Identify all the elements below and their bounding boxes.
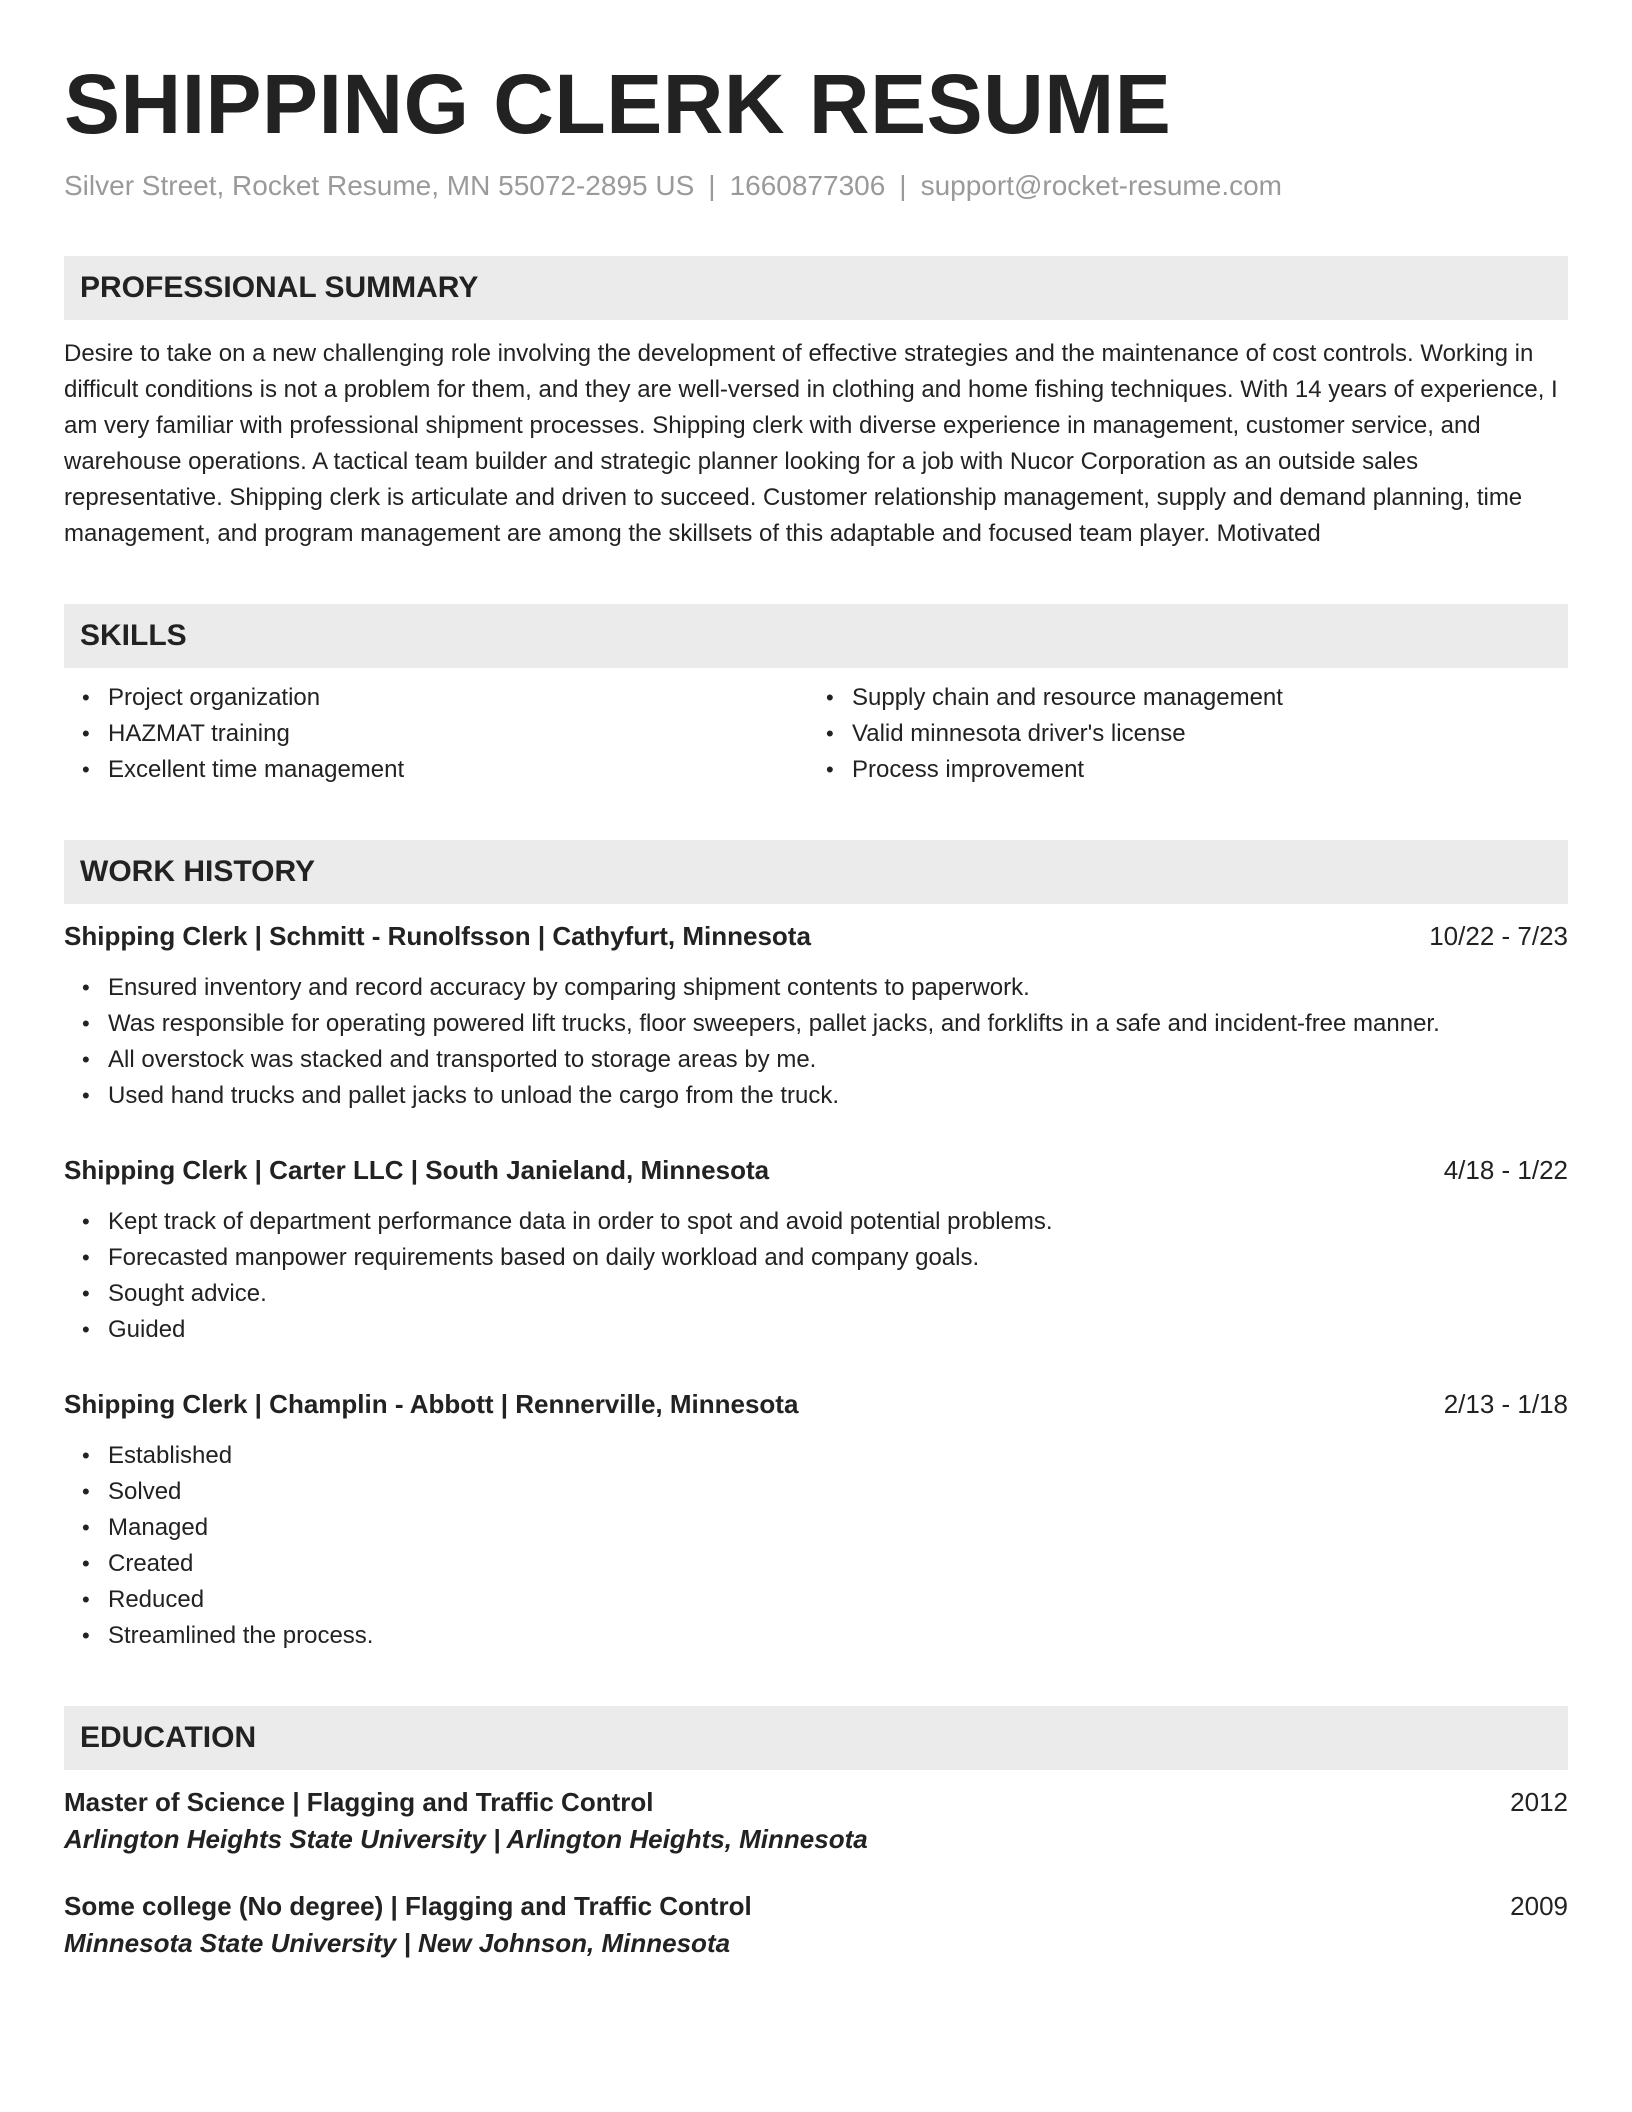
job-title: Shipping Clerk | Carter LLC | South Janieland, Minnesota [64,1155,770,1185]
skill-item: • HAZMAT training [108,716,816,752]
work-section-heading: WORK HISTORY [64,840,1568,904]
contact-email: support@rocket-resume.com [920,170,1283,201]
education-year: 2009 [1510,1891,1568,1921]
education-degree: Master of Science | Flagging and Traffic Control [64,1787,654,1817]
education-header [64,1784,1568,1820]
education-section-heading: EDUCATION [64,1706,1568,1770]
job-bullet: • Managed [108,1510,1568,1546]
job-bullet: • Ensured inventory and record accuracy by comparing shipment contents to paperwork. [108,970,1568,1006]
education-entry [64,1888,1568,1962]
skills-column-right [816,680,1568,788]
skill-item: • Process improvement [852,752,1568,788]
education-degree: Some college (No degree) | Flagging and Traffic Control [64,1891,752,1921]
job-bullet: • Reduced [108,1582,1568,1618]
resume-title: SHIPPING CLERK RESUME [64,57,1172,151]
summary-text: Desire to take on a new challenging role involving the development of effective strategies and the maintenance of cost controls. Working in difficult conditions is not a problem for them, and they are well-versed in clothing and home fishing techniques. With 14 years of experience, I am very familiar with professional shipment processes. Shipping clerk with diverse experience in management, customer service, and warehouse operations. A tactical team builder and strategic planner looking for a job with Nucor Corporation as an outside sales representative. Shipping clerk is articulate and driven to succeed. Customer relationship management, supply and demand planning, time management, and program management are among the skillsets of this adaptable and focused team player. Motivated [64,340,1558,547]
education-year: 2012 [1510,1787,1568,1817]
job-bullet: • Used hand trucks and pallet jacks to unload the cargo from the truck. [108,1078,1568,1114]
job-header [64,918,1568,954]
job-header [64,1152,1568,1188]
job-bullet: • Kept track of department performance data in order to spot and avoid potential problems. [108,1204,1568,1240]
job-bullet: • Was responsible for operating powered lift trucks, floor sweepers, pallet jacks, and forklifts in a safe and incident-free manner. [108,1006,1568,1042]
job-bullets [64,1204,1568,1348]
job-bullet: • Streamlined the process. [108,1618,1568,1654]
job-bullet: • Created [108,1546,1568,1582]
job-bullet: • All overstock was stacked and transported to storage areas by me. [108,1042,1568,1078]
job-dates: 10/22 - 7/23 [1429,921,1568,951]
education-school: Arlington Heights State University | Arlington Heights, Minnesota [64,1824,868,1854]
job-header [64,1386,1568,1422]
contact-separator: | [708,170,716,201]
summary-section-heading: PROFESSIONAL SUMMARY [64,256,1568,320]
job-entry [64,1386,1568,1654]
contact-separator: | [899,170,907,201]
job-bullet: • Established [108,1438,1568,1474]
job-bullets [64,970,1568,1114]
job-bullet: • Guided [108,1312,1568,1348]
education-school: Minnesota State University | New Johnson, Minnesota [64,1928,731,1958]
job-bullet: • Forecasted manpower requirements based on daily workload and company goals. [108,1240,1568,1276]
education-entry [64,1784,1568,1858]
skills-column-left [64,680,816,788]
job-dates: 4/18 - 1/22 [1443,1155,1568,1185]
skills-section-heading: SKILLS [64,604,1568,668]
contact-phone: 1660877306 [729,170,886,201]
skill-item: • Project organization [108,680,816,716]
contact-line [64,168,1568,204]
contact-address: Silver Street, Rocket Resume, MN 55072-2895 US [64,170,695,201]
skill-item: • Supply chain and resource management [852,680,1568,716]
skills-list [64,680,1568,788]
job-title: Shipping Clerk | Schmitt - Runolfsson | Cathyfurt, Minnesota [64,921,811,951]
skill-item: • Valid minnesota driver's license [852,716,1568,752]
education-header [64,1888,1568,1924]
job-entry [64,1152,1568,1348]
job-bullets [64,1438,1568,1654]
job-bullet: • Sought advice. [108,1276,1568,1312]
job-dates: 2/13 - 1/18 [1443,1389,1568,1419]
job-title: Shipping Clerk | Champlin - Abbott | Rennerville, Minnesota [64,1389,799,1419]
job-entry [64,918,1568,1114]
job-bullet: • Solved [108,1474,1568,1510]
skill-item: • Excellent time management [108,752,816,788]
